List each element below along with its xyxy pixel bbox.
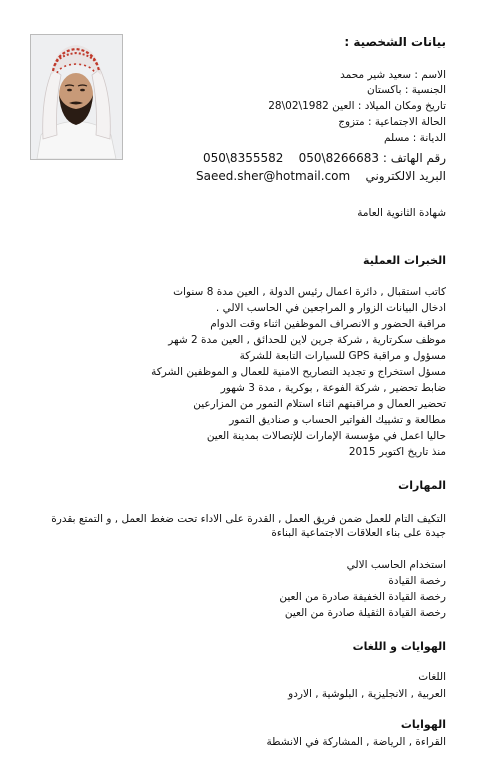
email-address: Saeed.sher@hotmail.com <box>196 169 351 183</box>
marital-line: الحالة الاجتماعية : متزوج <box>338 116 446 128</box>
email-line <box>196 170 446 183</box>
skills-heading: المهارات <box>398 479 446 492</box>
skill-item: رخصة القيادة الثقيلة صادرة من العين <box>284 607 446 619</box>
hobbies-list: القراءة , الرياضة , المشاركة في الانشطة <box>266 736 446 748</box>
skill-item: رخصة القيادة <box>388 575 446 587</box>
languages-list: العربية , الانجليزية , البلوشية , الاردو <box>288 688 446 700</box>
name-line: الاسم : سعيد شير محمد <box>340 69 446 81</box>
experience-item: مسؤول و مراقبة GPS للسيارات التابعة للشركة <box>239 350 446 362</box>
email-label: البريد الالكتروني <box>365 169 446 183</box>
experience-item: مطالعة و تشييك الفواتير الحساب و صناديق التمور <box>229 414 446 426</box>
experience-item: مسؤل استخراج و تجديد التصاريح الامنية للعمال و الموظفين الشركة <box>151 366 446 378</box>
experience-heading: الخبرات العملية <box>363 254 446 267</box>
profile-photo <box>30 34 123 160</box>
experience-item: كاتب استقبال , دائرة اعمال رئيس الدولة , العين مدة 8 سنوات <box>173 286 446 298</box>
skill-item: استخدام الحاسب الالي <box>346 559 446 571</box>
languages-label: اللغات <box>418 671 446 683</box>
portrait-image <box>31 35 122 159</box>
religion-line: الديانة : مسلم <box>384 132 446 144</box>
personal-heading: بيانات الشخصية : <box>344 35 446 49</box>
experience-item: ادخال البيانات الزوار و المراجعين في الحاسب الالي . <box>215 302 446 314</box>
nationality-line: الجنسية : باكستان <box>366 84 446 96</box>
hobbies-label: الهوايات <box>400 718 446 731</box>
phone-number-1: 050\8266683 <box>298 151 380 165</box>
hobbies-languages-heading: الهوايات و اللغات <box>352 640 446 653</box>
experience-item: تحضير العمال و مراقبتهم اثناء استلام التمور من المزارعين <box>193 398 446 410</box>
skills-paragraph: التكيف التام للعمل ضمن فريق العمل , القدرة على الاداء تحت ضغط العمل , و التمتع بقدرة جيدة على بناء العلاقات الاجتماعية البناءة <box>51 513 446 539</box>
birth-line: تاريخ ومكان الميلاد : العين 1982\02\28 <box>268 100 446 112</box>
experience-item: موظف سكرتارية , شركة جرين لاين للحدائق , العين مدة 2 شهر <box>168 334 446 346</box>
experience-item: ضابط تحضير , شركة الفوعة , بوكرية , مدة 3 شهور <box>220 382 446 394</box>
phone-line <box>203 152 446 165</box>
phone-number-2: 050\8355582 <box>202 151 284 165</box>
experience-item: مراقبة الحضور و الانصراف الموظفين اثناء وقت الدوام <box>210 318 446 330</box>
phone-label: رقم الهاتف : <box>382 151 446 165</box>
experience-item: حاليا اعمل في مؤسسة الإمارات للإتصالات بمدينة العين <box>206 430 446 442</box>
skill-item: رخصة القيادة الخفيفة صادرة من العين <box>279 591 446 603</box>
certificate-line: شهادة الثانوية العامة <box>357 207 446 219</box>
experience-item: منذ تاريخ اكتوبر 2015 <box>348 446 446 458</box>
